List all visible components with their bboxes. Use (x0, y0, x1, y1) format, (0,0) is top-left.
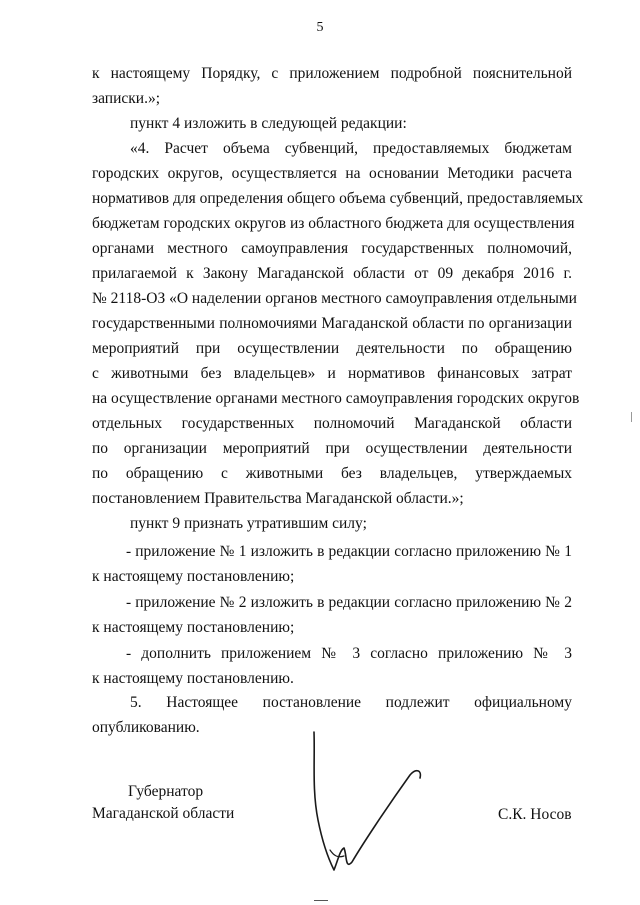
signatory-title: Магаданской области (92, 805, 235, 822)
text-line: с животными без владельцев» и нормативов финансовых затрат (92, 365, 572, 382)
signatory-title: Губернатор (128, 783, 204, 800)
text-line: пункт 4 изложить в следующей редакции: (130, 115, 407, 132)
text-line: «4. Расчет объема субвенций, предоставляемых бюджетам (130, 140, 572, 157)
text-line: постановлением Правительства Магаданской области.»; (92, 490, 464, 507)
text-line: к настоящему Порядку, с приложением подробной пояснительной (92, 65, 572, 82)
text-line: записки.»; (92, 90, 161, 107)
text-line: органами местного самоуправления государственных полномочий, (92, 240, 572, 257)
text-line: отдельных государственных полномочий Магаданской области (92, 415, 572, 432)
text-line: государственными полномочиями Магаданской области по организации (92, 315, 572, 332)
text-line: прилагаемой к Закону Магаданской области от 09 декабря 2016 г. (92, 265, 572, 282)
text-line: - дополнить приложением № 3 согласно приложению № 3 (126, 645, 572, 662)
text-line: по организации мероприятий при осуществлении деятельности (92, 440, 572, 457)
scan-mark (314, 900, 328, 901)
text-line: - приложение № 1 изложить в редакции согласно приложению № 1 (126, 543, 572, 560)
scan-mark (631, 412, 632, 422)
text-line: к настоящему постановлению; (92, 568, 295, 585)
text-line: к настоящему постановлению; (92, 619, 295, 636)
page-number: 5 (316, 20, 324, 35)
text-line: на осуществление органами местного самоуправления городских округов (92, 390, 580, 407)
text-line: опубликованию. (92, 719, 200, 736)
text-line: пункт 9 признать утратившим силу; (130, 515, 367, 532)
text-line: нормативов для определения общего объема субвенций, предоставляемых (92, 190, 584, 207)
text-line: № 2118-ОЗ «О наделении органов местного самоуправления отдельными (92, 290, 577, 307)
text-line: 5. Настоящее постановление подлежит официальному (130, 694, 572, 711)
text-line: по обращению с животными без владельцев, утверждаемых (92, 465, 572, 482)
text-line: мероприятий при осуществлении деятельности по обращению (92, 340, 572, 357)
text-line: городских округов, осуществляется на основании Методики расчета (92, 165, 572, 182)
text-line: - приложение № 2 изложить в редакции согласно приложению № 2 (126, 594, 572, 611)
text-line: к настоящему постановлению. (92, 670, 294, 687)
text-line: бюджетам городских округов из областного бюджета для осуществления (92, 215, 575, 232)
signatory-name: С.К. Носов (498, 806, 572, 823)
handwritten-signature (300, 730, 440, 880)
